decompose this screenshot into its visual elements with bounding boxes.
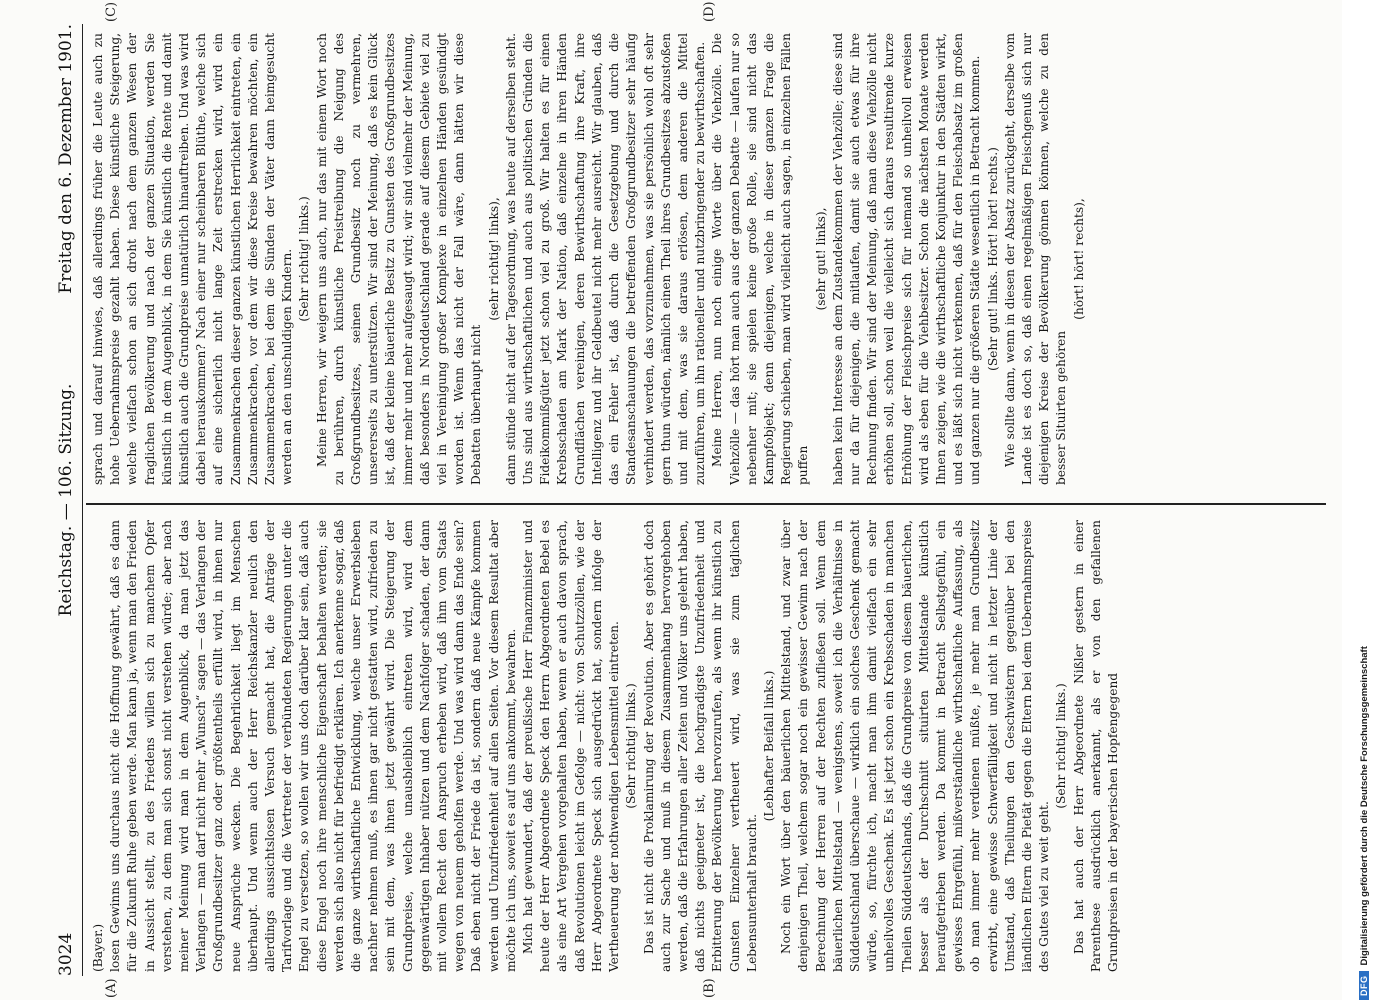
- side-stamp: [1347, 0, 1381, 1000]
- interjection: (Sehr gut! links. Hört! hört! rechts.): [985, 147, 1000, 371]
- paragraph: Meine Herren, nun noch einige Worte über die Viehzölle. Die Viehzölle — das hört man auch aus der ganzen Debatte — laufen nur so nebenher mit; sie spielen keine große Rolle, sie sind nicht das Kampfobjekt; denn diejenigen, welche in dieser ganzen Frage die Regierung schieben, man wird vielleicht auch sagen, in einzelnen Fällen puffen: [710, 33, 811, 485]
- paragraph: Meine Herren, wir weigern uns auch, nur das mit einem Wort noch zu berühren, durch künstliche Preistreibung die Neigung des Großgrundbesitzes, seinen Grundbesitz noch zu vermehren, unsererseits zu unterstützen. Wir sind der Meinung, daß es kein Glück ist, daß der kleine bäuerliche Besitz zu Gunsten des Großgrundbesitzes immer mehr und mehr aufgesaugt wird; wir sind vielmehr der Meinung, daß besonders in Norddeutschland gerade auf diesem Gebiete viel zu viel in Vereinigung großer Komplexe in einzelnen Händen gesündigt worden ist. Wenn das nicht der Fall wäre, dann hätten wir diese Debatten überhaupt nicht: [314, 33, 484, 485]
- speaker-name: (Bayer.): [91, 923, 105, 972]
- paragraph: sprach und darauf hinwies, daß allerdings früher die Leute auch zu hohe Uebernahmspreise gezahlt haben. Diese künstliche Steigerung, welche vielfach schon an sich droht nach dem ganzen Wesen der fraglichen Bevölkerung und nach der ganzen Situation, werden Sie künstlich in dem Augenblick, in dem Sie künstlich die Rente und damit künstlich auch die Grundpreise unnatürlich hinauftreiben. Und was wird dabei herauskommen? Nach einer nur scheinbaren Blüthe, welche sich auf eine sicherlich nicht lange Zeit erstrecken wird, wird ein Zusammenkrachen dieser ganzen künstlichen Herrlichkeit eintreten, ein Zusammenkrachen, vor dem wir diese Kreise bewahren möchten, ein Zusammenkrachen, bei dem die Sünden der Väter dann heimgesucht werden an den unschuldigen Kindern.: [91, 33, 295, 485]
- interjection: (Sehr richtig! links.): [1054, 683, 1069, 809]
- left-column: [90, 520, 1122, 972]
- column-divider: [86, 503, 1326, 505]
- margin-mark-a: (A): [104, 978, 119, 998]
- interjection: (hört! hört! rechts),: [1071, 198, 1086, 320]
- interjection: (sehr richtig! links),: [486, 197, 501, 321]
- header-rule: [82, 24, 83, 976]
- right-column: [90, 33, 1088, 485]
- margin-mark-c: (C): [104, 1, 119, 22]
- paragraph: haben kein Interesse an dem Zustandekommen der Viehzölle; diese sind nur da für diejenigen, die mitlaufen, damit sie auch etwas für ihre Rechnung finden. Wir sind der Meinung, daß man diese Viehzölle nicht erhöhen soll, schon weil die vielleicht sich daraus resultirende kurze Erhöhung der Fleischpreise sich für niemand so unheilvoll erweisen wird als eben für die Viehbesitzer. Schon die nächsten Monate werden Ihnen zeigen, wie die wirthschaftliche Konjunktur in den Städten wirkt, und es läßt sich nicht verkennen, daß für den Fleischabsatz im großen und ganzen nur die größeren Städte wesentlich in Betracht kommen.: [830, 33, 983, 485]
- session-title: Reichstag. — 106. Sitzung.: [56, 383, 76, 617]
- session-date: Freitag den 6. Dezember 1901.: [56, 24, 76, 294]
- paragraph: Das ist nicht die Proklamirung der Revolution. Aber es gehört doch auch zur Sache und muß in diesem Zusammenhang hervorgehoben werden, daß die Erfahrungen aller Zeiten und Völker uns gelehrt haben, daß nichts geeigneter ist, die hochgradigste Unzufriedenheit und Erbitterung der Bevölkerung hervorzurufen, als wenn ihr künstlich zu Gunsten Einzelner vertheuert wird, was sie zum täglichen Lebensunterhalt braucht.: [641, 520, 759, 972]
- paragraph: Das hat auch der Herr Abgeordnete Nißler gestern in einer Parenthese ausdrücklich anerkannt, als er von den gefallenen Grundpreisen in der bayerischen Hopfengegend: [1071, 520, 1120, 972]
- interjection: (Sehr richtig! links.): [624, 683, 639, 809]
- page-number: 3024: [56, 932, 76, 976]
- dfg-logo: DFG: [1359, 972, 1369, 1000]
- page-header: [50, 24, 80, 976]
- interjection: (sehr gut! links),: [813, 207, 828, 311]
- interjection: (Sehr richtig! links.): [297, 196, 312, 322]
- paragraph: losen Gewinns uns durchaus nicht die Hoffnung gewährt, daß es dann für die Zukunft Ruhe geben werde. Man kann ja, wenn man den Frieden in Aussicht stellt, zu des Friedens willen sich zu manchem Opfer verstehen, zu dem man sich sonst nicht verstehen würde; aber nach meiner Meinung wird man in dem Augenblick, da man jetzt das Verlangen — man darf nicht mehr „Wunsch“ sagen — das Verlangen der Großgrundbesitzer ganz oder größtentheils erfüllt wird, in ihnen nur neue Ansprüche wecken. Die Begehrlichkeit liegt im Menschen überhaupt. Und wenn auch der Herr Reichskanzler neulich den allerdings aussichtslosen Versuch gemacht hat, die Anträge der Tarifvorlage und die Vertreter der verbündeten Regierungen unter die Engel zu versetzen, so wollen wir uns doch darüber klar sein, daß auch diese Engel noch ihre menschliche Eigenschaft behalten werden; sie werden sich also nicht für befriedigt erklären. Ich anerkenne sogar, daß die ganze wirthschaftliche Entwicklung, welche unser Erwerbsleben nachher nehmen muß, es ihnen gar nicht gestatten wird, zufrieden zu sein mit dem, was ihnen jetzt gewährt wird. Die Steigerung der Grundpreise, welche unausbleiblich eintreten wird, wird dem gegenwärtigen Inhaber nützen und dem Nachfolger schaden, der dann mit vollem Recht den Anspruch erheben wird, daß ihm vom Staats wegen von neuem geholfen werde. Und was wird dann das Ende sein? Daß eben nicht der Friede da ist, sondern daß neue Kämpfe kommen werden und Unzufriedenheit auf allen Seiten. Vor diesem Resultat aber möchte ich uns, soweit es auf uns ankommt, bewahren.: [108, 520, 518, 972]
- paragraph: Noch ein Wort über den bäuerlichen Mittelstand, und zwar über denjenigen Theil, welchem sogar noch ein gewisser Gewinn nach der Berechnung der Herren auf der Rechten zufließen soll. Wenn dem bäuerlichen Mittelstand — wenigstens, soweit ich die Verhältnisse in Süddeutschland überschaue — wirklich ein solches Geschenk gemacht würde, so, fürchte ich, macht man ihm damit vielfach ein sehr unheilvolles Geschenk. Es ist jetzt schon ein Krebsschaden in manchen Theilen Süddeutschlands, daß die Grundpreise von diesem bäuerlichen, besser als der Durchschnitt situirten Mittelstande künstlich heraufgetrieben werden. Da kommt in Betracht Selbstgefühl, ein gewisses Ehrgefühl, mißverständliche wirthschaftliche Auffassung, als ob man immer mehr verdienen müßte, je mehr man Grundbesitz erwirbt, eine gewisse Schwerfälligkeit und nicht in letzter Linie der Umstand, daß Theilungen den Geschwistern gegenüber bei den ländlichen Eltern die Pietät gegen die Eltern bei dem Uebernahmspreise des Gutes viel zu weit geht.: [779, 520, 1052, 972]
- margin-mark-b: (B): [702, 978, 717, 998]
- interjection: (Lebhafter Beifall links.): [761, 670, 776, 822]
- stamp-text: Digitalisierung gefördert durch die Deutsche Forschungsgemeinschaft: [1358, 646, 1370, 966]
- paragraph: Wie sollte dann, wenn in diesen der Absatz zurückgeht, derselbe vom Lande ist es doch so, daß einen regelmäßigen Fleischgenuß sich nur diejenigen Kreise der Bevölkerung gönnen können, welche zu den besser Situirten gehören: [1002, 33, 1069, 485]
- paragraph: Mich hat gewundert, daß der preußische Herr Finanzminister und heute der Herr Abgeordnete Speck den Herrn Abgeordneten Bebel es als eine Art Vergehen vorgehalten haben, wenn er auch davon sprach, daß Revolutionen leicht im Gefolge — nicht: von Schutzzöllen, wie der Herr Abgeordnete Speck sich ausgedrückt hat, sondern infolge der Vertheuerung der nothwendigen Lebensmittel eintreten.: [521, 520, 622, 972]
- paragraph: dann stünde nicht auf der Tagesordnung, was heute auf derselben steht. Uns sind aus wirthschaftlichen und auch aus politischen Gründen die Fideikommißgüter jetzt schon viel zu groß. Wir halten es für einen Krebsschaden am Mark der Nation, daß einzelne in ihren Händen Grundflächen vereinigen, deren Bewirthschaftung ihre Kraft, ihre Intelligenz und ihr Geldbeutel nicht mehr ausreicht. Wir glauben, daß das ein Fehler ist, daß durch die Gesetzgebung und durch die Standesanschauungen die betreffenden Großgrundbesitzer sehr häufig verhindert werden, das vorzunehmen, was sie persönlich wohl oft sehr gern thun würden, nämlich einen Theil ihres Grundbesitzes abzustoßen und mit dem, was sie daraus erlösen, dem anderen die Mittel zuzuführen, um ihn rationeller und nutzbringender zu bewirthschaften.: [503, 33, 708, 485]
- margin-mark-d: (D): [702, 1, 717, 22]
